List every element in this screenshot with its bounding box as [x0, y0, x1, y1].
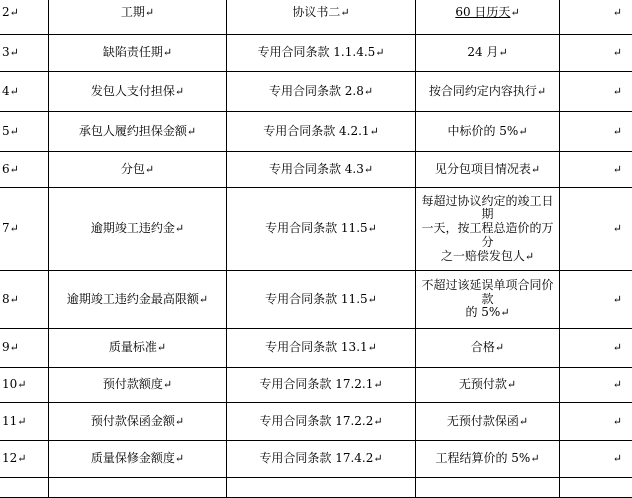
paragraph-mark: ↵ — [560, 403, 632, 441]
table-row — [0, 35, 632, 72]
term-value: 60 日历天↵ — [416, 0, 560, 35]
term-value: 每超过协议约定的竣工日期 一天，按工程总造价的万分 之一赔偿发包人↵ — [416, 188, 560, 271]
term-value: 无预付款保函↵ — [416, 403, 560, 441]
row-number: 11↵ — [0, 403, 49, 441]
table-row — [0, 441, 632, 478]
clause-reference: 专用合同条款 17.2.1↵ — [227, 368, 416, 403]
table-row — [0, 152, 632, 188]
term-value: 不超过该延误单项合同价款 的 5%↵ — [416, 271, 560, 329]
item-name: 逾期竣工违约金↵ — [49, 188, 227, 271]
clause-reference: 专用合同条款 17.2.2↵ — [227, 403, 416, 441]
item-name: 质量标准↵ — [49, 329, 227, 368]
row-number: 9↵ — [0, 329, 49, 368]
clause-reference: 协议书二↵ — [227, 0, 416, 35]
clause-reference: 专用合同条款 17.4.2↵ — [227, 441, 416, 478]
row-number: 10↵ — [0, 368, 49, 403]
clause-reference: 专用合同条款 2.8↵ — [227, 72, 416, 112]
item-name: 发包人支付担保↵ — [49, 72, 227, 112]
row-number: 6↵ — [0, 152, 49, 188]
table-row — [0, 403, 632, 441]
table-row — [0, 0, 632, 35]
item-name: 逾期竣工违约金最高限额↵ — [49, 271, 227, 329]
table-row — [0, 112, 632, 152]
clause-reference: 专用合同条款 11.5↵ — [227, 271, 416, 329]
clause-reference: 专用合同条款 1.1.4.5↵ — [227, 35, 416, 72]
item-name: 承包人履约担保金额↵ — [49, 112, 227, 152]
table-row — [0, 188, 632, 271]
table-row — [0, 478, 632, 498]
term-value: 无预付款↵ — [416, 368, 560, 403]
paragraph-mark: ↵ — [560, 329, 632, 368]
clause-reference: 专用合同条款 4.3↵ — [227, 152, 416, 188]
paragraph-mark: ↵ — [560, 152, 632, 188]
row-number: 4↵ — [0, 72, 49, 112]
paragraph-mark: ↵ — [560, 441, 632, 478]
clause-reference: 专用合同条款 4.2.1↵ — [227, 112, 416, 152]
row-number: 7↵ — [0, 188, 49, 271]
term-value: 见分包项目情况表↵ — [416, 152, 560, 188]
paragraph-mark: ↵ — [560, 112, 632, 152]
term-value: 中标价的 5%↵ — [416, 112, 560, 152]
row-number: 2↵ — [0, 0, 49, 35]
row-number: 5↵ — [0, 112, 49, 152]
item-name: 分包↵ — [49, 152, 227, 188]
paragraph-mark: ↵ — [560, 271, 632, 329]
term-value: 合格↵ — [416, 329, 560, 368]
paragraph-mark: ↵ — [560, 188, 632, 271]
row-number: 8↵ — [0, 271, 49, 329]
paragraph-mark: ↵ — [560, 0, 632, 35]
item-name: 工期↵ — [49, 0, 227, 35]
item-name: 预付款额度↵ — [49, 368, 227, 403]
table-row — [0, 271, 632, 329]
duration-days: 60 — [455, 5, 470, 19]
item-name: 质量保修金额度↵ — [49, 441, 227, 478]
paragraph-mark: ↵ — [560, 368, 632, 403]
row-number: 3↵ — [0, 35, 49, 72]
table-row — [0, 368, 632, 403]
table-row — [0, 72, 632, 112]
clause-reference: 专用合同条款 13.1↵ — [227, 329, 416, 368]
row-number: 12↵ — [0, 441, 49, 478]
paragraph-mark: ↵ — [560, 35, 632, 72]
term-value: 按合同约定内容执行↵ — [416, 72, 560, 112]
clause-reference: 专用合同条款 11.5↵ — [227, 188, 416, 271]
term-value: 24 月↵ — [416, 35, 560, 72]
term-value: 工程结算价的 5%↵ — [416, 441, 560, 478]
item-name: 缺陷责任期↵ — [49, 35, 227, 72]
item-name: 预付款保函金额↵ — [49, 403, 227, 441]
table-row — [0, 329, 632, 368]
paragraph-mark: ↵ — [560, 72, 632, 112]
